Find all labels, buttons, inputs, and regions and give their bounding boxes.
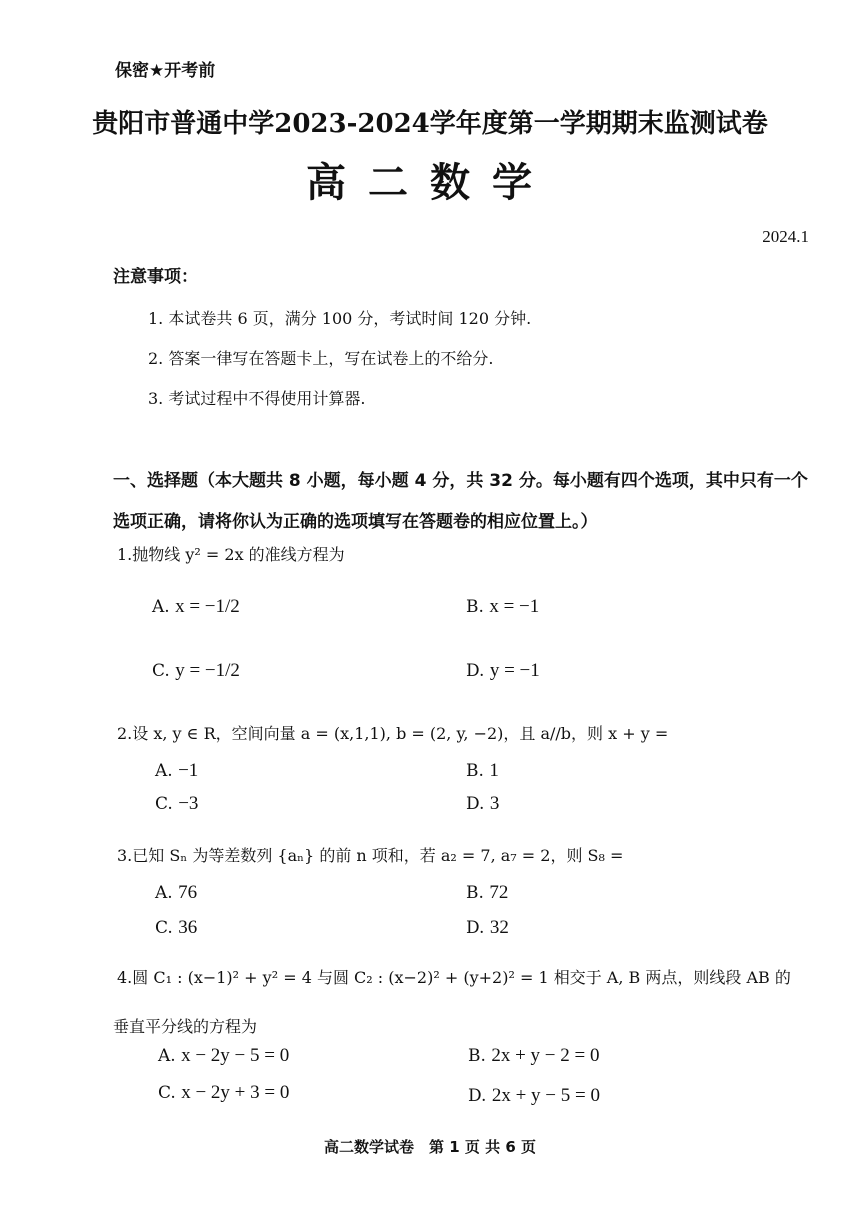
exam-date: 2024.1 (762, 227, 809, 246)
question-2-option-c (155, 793, 198, 815)
option-text: x − 2y + 3 = 0 (181, 1082, 290, 1103)
question-4-stem: 4.圆 C₁ : (x−1)² + y² = 4 与圆 C₂ : (x−2)² + (y+2)² = 1 相交于 A, B 两点，则线段 AB 的 (117, 968, 791, 987)
question-4-option-a (158, 1045, 289, 1067)
option-label: D. (466, 794, 485, 814)
option-text: 2x + y − 5 = 0 (491, 1085, 600, 1106)
note-item: 1. 本试卷共 6 页，满分 100 分，考试时间 120 分钟. (148, 309, 532, 328)
note-item: 2. 答案一律写在答题卡上，写在试卷上的不给分. (148, 349, 494, 368)
question-3-option-a (155, 882, 197, 904)
option-text: 36 (178, 917, 198, 938)
page-footer: 高二数学试卷 第 1 页 共 6 页 (324, 1138, 536, 1156)
option-label: C. (158, 1083, 176, 1103)
question-4-option-b (468, 1045, 599, 1067)
question-3-option-c (155, 917, 197, 939)
question-2-option-b (466, 760, 499, 782)
question-3-option-b (466, 882, 508, 904)
option-label: D. (468, 1086, 487, 1106)
section-heading-line2: 选项正确，请将你认为正确的选项填写在答题卷的相应位置上。） (113, 512, 598, 532)
option-label: A. (158, 1046, 176, 1066)
option-label: C. (155, 918, 173, 938)
question-1-option-b (466, 596, 539, 618)
option-label: B. (466, 883, 484, 903)
question-3-option-d (466, 917, 509, 939)
question-4-option-c (158, 1082, 289, 1104)
question-1-option-c (152, 660, 240, 682)
option-label: B. (466, 761, 484, 781)
question-3-stem: 3.已知 Sₙ 为等差数列 {aₙ} 的前 n 项和，若 a₂ = 7, a₇ = 2，则 S₈ = (117, 846, 624, 865)
option-text: −3 (178, 793, 199, 814)
option-label: C. (152, 661, 170, 681)
question-1-stem: 1.抛物线 y² = 2x 的准线方程为 (117, 545, 345, 564)
notes-heading: 注意事项： (113, 267, 198, 287)
question-1-option-a (152, 596, 240, 618)
option-text: 76 (178, 882, 198, 903)
option-label: D. (466, 918, 485, 938)
exam-title: 贵阳市普通中学2023-2024学年度第一学期期末监测试卷 (92, 109, 768, 139)
option-text: y = −1 (489, 660, 540, 681)
option-text: x = −1/2 (175, 596, 240, 617)
section-heading-line1: 一、选择题（本大题共 8 小题，每小题 4 分，共 32 分。每小题有四个选项，其中只有一个 (113, 471, 808, 491)
option-text: 32 (489, 917, 509, 938)
question-4-option-d (468, 1085, 600, 1107)
note-item: 3. 考试过程中不得使用计算器. (148, 389, 366, 408)
option-text: 2x + y − 2 = 0 (491, 1045, 600, 1066)
question-2-option-a (155, 760, 198, 782)
subject-title: 高二数学 (306, 159, 554, 206)
option-label: D. (466, 661, 485, 681)
option-text: 72 (489, 882, 509, 903)
option-text: y = −1/2 (175, 660, 240, 681)
option-label: B. (468, 1046, 486, 1066)
question-1-option-d (466, 660, 540, 682)
option-text: x − 2y − 5 = 0 (181, 1045, 290, 1066)
option-text: 1 (489, 760, 499, 781)
option-label: C. (155, 794, 173, 814)
option-label: A. (152, 597, 170, 617)
option-label: A. (155, 883, 173, 903)
option-text: x = −1 (489, 596, 540, 617)
question-2-stem: 2.设 x, y ∈ R，空间向量 a = (x,1,1), b = (2, y, −2)，且 a//b，则 x + y = (117, 724, 669, 743)
option-label: B. (466, 597, 484, 617)
confidential-label: 保密★开考前 (115, 61, 216, 81)
question-2-option-d (466, 793, 499, 815)
option-label: A. (155, 761, 173, 781)
option-text: −1 (178, 760, 199, 781)
question-4-stem-cont: 垂直平分线的方程为 (113, 1017, 258, 1036)
option-text: 3 (489, 793, 500, 814)
